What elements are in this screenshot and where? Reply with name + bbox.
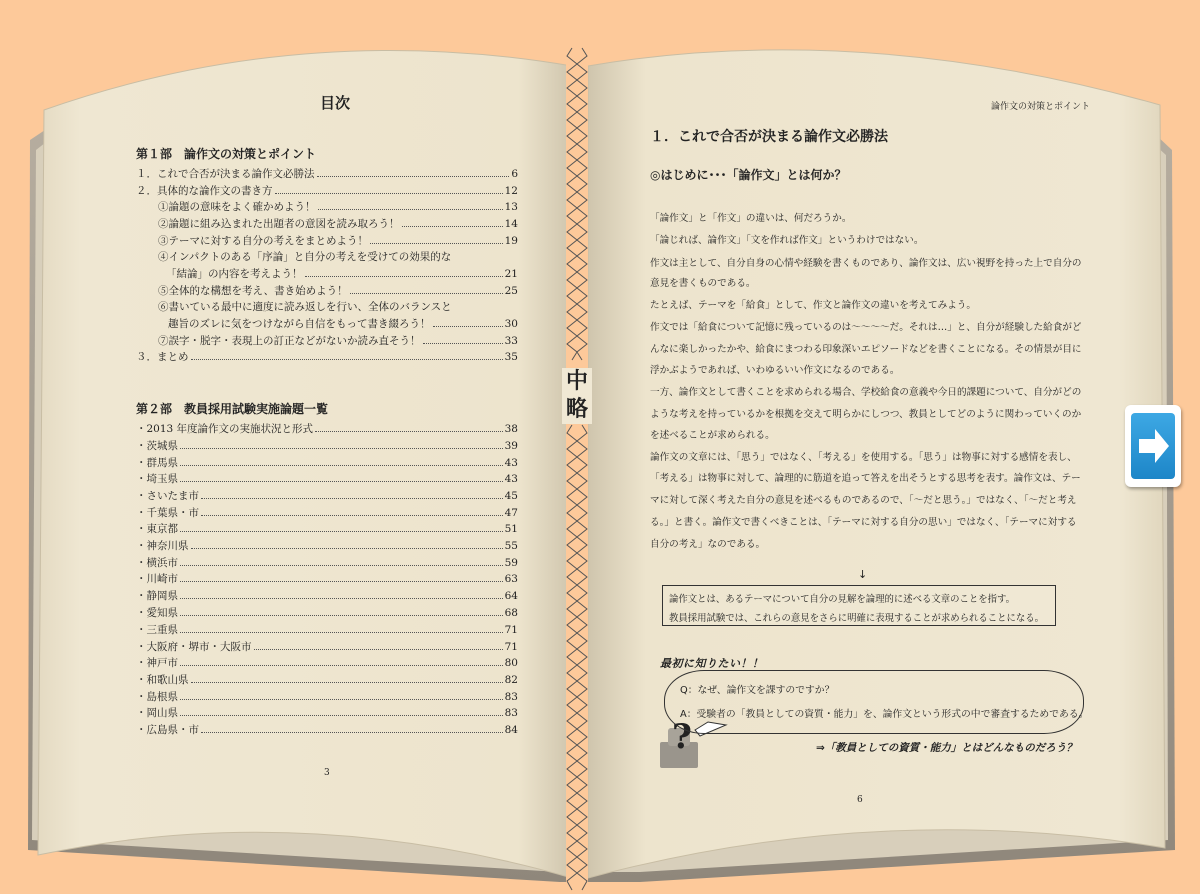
toc-row[interactable]: ・埼玉県 43 [136,473,518,485]
body-line: 意見を書くものである。 [650,278,756,289]
toc-row[interactable]: ・神戸市 80 [136,657,518,669]
toc-row[interactable]: 趣旨のズレに気をつけながら自信をもって書き綴ろう！ 30 [168,318,518,330]
toc-row[interactable]: ・神奈川県 55 [136,540,518,552]
toc-row[interactable]: ・横浜市 59 [136,557,518,569]
toc-row[interactable]: ②論題に組み込まれた出題者の意図を読み取ろう！ 14 [158,218,518,230]
toc-row[interactable]: ③テーマに対する自分の考えをまとめよう！ 19 [158,235,518,247]
intro-heading: ◎はじめに･･･「論作文」とは何か？ [650,168,847,182]
definition-box [662,585,1056,626]
toc-row[interactable]: ・静岡県 64 [136,590,518,602]
left-page-number: 3 [324,768,330,778]
toc-row[interactable]: ④インパクトのある「序論」と自分の考えを受けての効果的な [158,251,452,263]
part2-heading: 第２部 教員採用試験実施論題一覧 [136,402,329,416]
chapter-title: １．これで合否が決まる論作文必勝法 [650,129,888,145]
body-line: 一方、論作文として書くことを求められる場合、学校給食の意義や今日的課題について、自分がどの [650,387,1082,398]
body-line: 「論じれば、論作文」「文を作れば作文」というわけではない。 [650,235,924,246]
toc-row[interactable]: ⑥書いている最中に適度に読み返しを行い、全体のバランスと [158,301,452,313]
body-line: マに対して深く考えた自分の意見を述べるものであるので、「〜だと思う。」ではなく、「〜だと考え [650,495,1077,506]
toc-row[interactable]: ・大阪府・堺市・大阪市 71 [136,641,518,653]
toc-row[interactable]: ①論題の意味をよく確かめよう！ 13 [158,201,518,213]
toc-row[interactable]: ・東京都 51 [136,523,518,535]
body-line: 自分の考え」なのである。 [650,539,766,550]
definition-line: 教員採用試験では、これらの意見をさらに明確に表現することが求められることになる。 [669,613,1045,624]
must-know-label: 最初に知りたい！！ [660,657,764,670]
answer-text: A：受験者の「教員としての資質・能力」を、論作文という形式の中で審査するためである。 [680,709,1089,720]
toc-title: 目次 [319,94,350,112]
toc-row[interactable]: ・和歌山県 82 [136,674,518,686]
definition-line: 論作文とは、あるテーマについて自分の見解を論理的に述べる文章のことを指す。 [669,594,1015,605]
down-arrow-icon: ↓ [858,568,868,581]
body-line: 「考える」は物事に対して、論理的に筋道を追って答えを出そうとする思考を表す。論作文は、テー [650,473,1081,484]
conclusion-text: ⇒「教員としての資質・能力」とはどんなものだろう？ [816,742,1077,754]
running-head: 論作文の対策とポイント [990,102,1090,112]
body-line: ような考えを持っているかを根拠を交えて明らかにしつつ、教員としてどのように関わっていくのか [650,409,1082,420]
body-line: んなに楽しかったかや、給食にまつわる印象深いエピソードなどを書くことになる。その情景が目に [650,344,1082,355]
qa-speech-bubble [664,670,1084,734]
body-line: 浮かぶようであれば、いわゆるいい作文になるのである。 [650,365,900,376]
toc-row[interactable]: ・三重県 71 [136,624,518,636]
svg-text:?: ? [672,717,692,757]
toc-row[interactable]: ・島根県 83 [136,691,518,703]
body-line: 作文は主として、自分自身の心情や経験を書くものであり、論作文は、広い視野を持った上で自分の [650,258,1082,269]
toc-row[interactable]: ・茨城県 39 [136,440,518,452]
body-line: る。」と書く。論作文で書くべきことは、「テーマに対する自分の思い」ではなく、「テーマに対する [650,517,1077,528]
next-page-button[interactable] [1125,405,1181,487]
arrow-right-icon [1131,413,1175,479]
toc-row[interactable]: １．これで合否が決まる論作文必勝法 6 [136,168,518,180]
omission-marker: 中略 [562,368,592,424]
next-button-face [1131,413,1175,479]
question-text: Q：なぜ、論作文を課すのですか？ [680,685,835,696]
toc-row[interactable]: ２．具体的な論作文の書き方 12 [136,185,518,197]
toc-row[interactable]: ・愛知県 68 [136,607,518,619]
body-line: たとえば、テーマを「給食」として、作文と論作文の違いを考えてみよう。 [650,300,976,311]
toc-row[interactable]: ３．まとめ 35 [136,351,518,363]
toc-row[interactable]: ⑤全体的な構想を考え、書き始めよう！ 25 [158,285,518,297]
body-line: 「論作文」と「作文」の違いは、何だろうか。 [650,213,852,224]
toc-row[interactable]: ・川崎市 63 [136,573,518,585]
toc-row[interactable]: 「結論」の内容を考えよう！ 21 [166,268,518,280]
body-line: 作文では「給食について記憶に残っているのは〜〜〜〜だ。それは…」と、自分が経験した給食がど [650,322,1082,333]
toc-row[interactable]: ・千葉県・市 47 [136,507,518,519]
toc-row[interactable]: ・岡山県 83 [136,707,518,719]
toc-row[interactable]: ・さいたま市 45 [136,490,518,502]
part1-heading: 第１部 論作文の対策とポイント [136,147,317,161]
toc-row[interactable]: ⑦誤字・脱字・表現上の訂正などがないか読み直そう！ 33 [158,335,518,347]
body-line: を述べることが求められる。 [650,430,775,441]
toc-row[interactable]: ・群馬県 43 [136,457,518,469]
toc-row[interactable]: ・2013 年度論作文の実施状況と形式 38 [136,423,518,435]
toc-row[interactable]: ・広島県・市 84 [136,724,518,736]
body-line: 論作文の文章には、「思う」ではなく、「考える」を使用する。「思う」は物事に対する感情を表し、 [650,452,1077,463]
right-page-number: 6 [857,795,863,805]
